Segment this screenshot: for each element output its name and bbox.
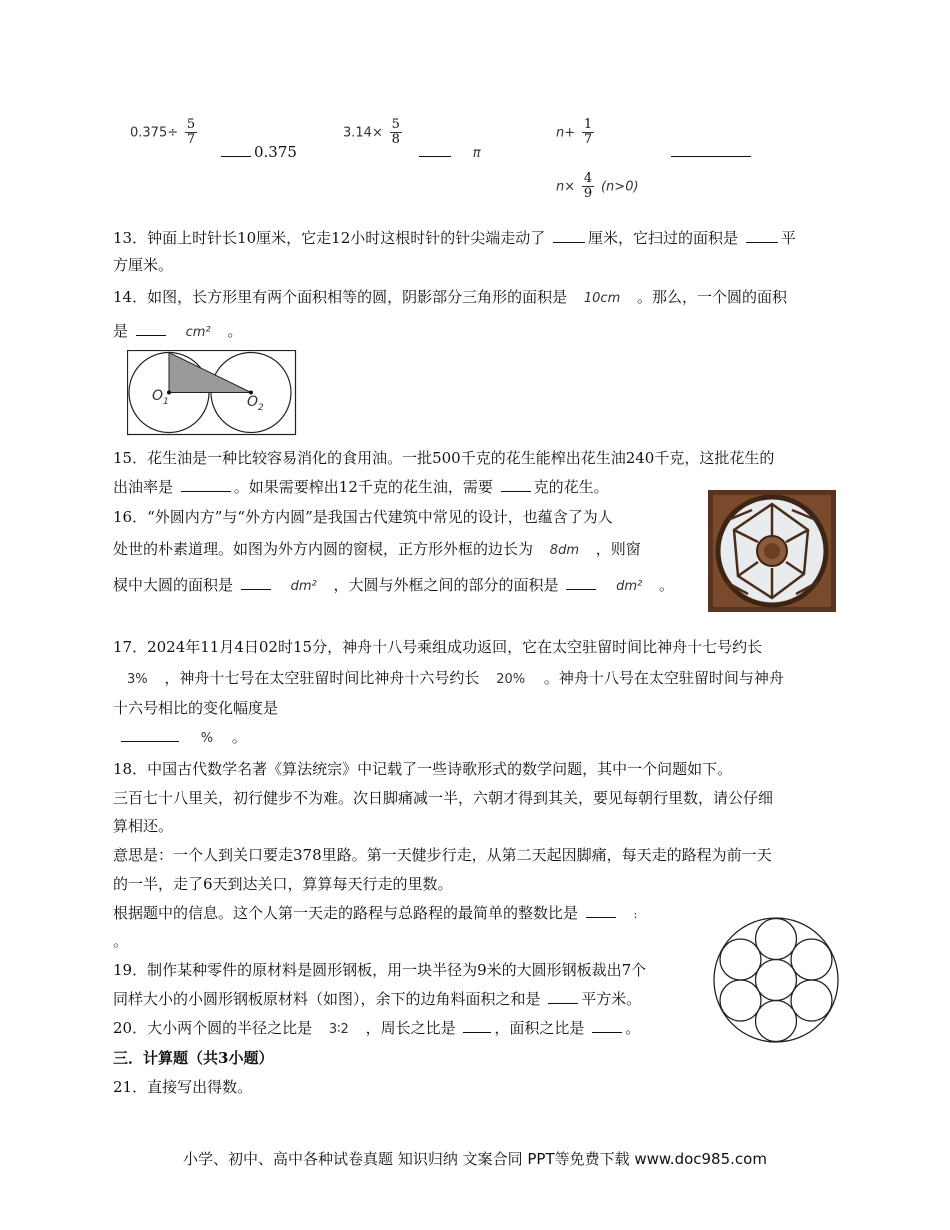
window-lattice-image bbox=[708, 490, 836, 612]
q16-text1: 16．“外圆内方”与“外方内圆”是我国古代建筑中常见的设计，也蕴含了为人 bbox=[113, 508, 613, 526]
q13-mid: 厘米，它扫过的面积是 bbox=[588, 229, 739, 247]
q18-text6: 根据题中的信息。这个人第一天走的路程与总路程的最简单的整数比是 bbox=[113, 904, 579, 922]
q19-a: 同样大小的小圆形钢板原材料（如图），余下的边角料面积之和是 bbox=[113, 990, 541, 1008]
expr3-answer-blank[interactable] bbox=[668, 142, 754, 161]
q14-figure bbox=[127, 350, 297, 436]
expr2-den: 8 bbox=[391, 132, 400, 147]
q17-pct-unit: % bbox=[200, 731, 214, 746]
expr1-fraction bbox=[185, 118, 197, 147]
q14-value: 10cm bbox=[583, 291, 621, 306]
q16-line3 bbox=[113, 575, 674, 597]
q17-blank[interactable] bbox=[121, 727, 179, 742]
q16-text2: 处世的朴素道理。如图为外方内圆的窗棂，正方形外框的边长为 bbox=[113, 540, 534, 558]
expr1-answer bbox=[218, 142, 297, 161]
q16-a: 棂中大圆的面积是 bbox=[113, 576, 234, 594]
q19-line2 bbox=[113, 989, 641, 1009]
q17-line1 bbox=[113, 637, 762, 657]
section-3-heading bbox=[113, 1048, 273, 1068]
q14-line2 bbox=[113, 321, 242, 343]
q20-c: ，面积之比是 bbox=[494, 1019, 585, 1037]
q19-text1: 19．制作某种零件的原材料是圆形钢板，用一块半径为9米的大圆形钢板裁出7个 bbox=[113, 961, 647, 979]
q20-a: 20．大小两个圆的半径之比是 bbox=[113, 1019, 313, 1037]
expr2-left: 3.14× bbox=[343, 125, 383, 141]
q18-line2 bbox=[113, 788, 773, 808]
q14-text: 14．如图，长方形里有两个面积相等的圆，阴影部分三角形的面积是 bbox=[113, 288, 568, 306]
q17-b: 。神舟十八号在太空驻留时间与神舟 bbox=[543, 669, 784, 687]
expr3-den: 7 bbox=[583, 132, 593, 147]
page-footer: 小学、初中、高中各种试卷真题 知识归纳 文案合同 PPT等免费下载 www.doc985.com bbox=[183, 1150, 767, 1168]
q16-unit1: dm² bbox=[290, 579, 317, 594]
q17-a: ，神舟十七号在太空驻留时间比神舟十六号约长 bbox=[164, 669, 480, 687]
q16-blank1[interactable] bbox=[241, 575, 271, 590]
q16-text2-end: ，则窗 bbox=[595, 540, 641, 558]
q15-blank2[interactable] bbox=[501, 477, 531, 492]
q18-blank[interactable] bbox=[586, 903, 616, 918]
q20-line bbox=[113, 1018, 640, 1040]
q15-line2 bbox=[113, 477, 609, 497]
expr1-right: 0.375 bbox=[254, 143, 297, 161]
q17-text3: 十六号相比的变化幅度是 bbox=[113, 699, 279, 717]
expr2-num: 5 bbox=[391, 117, 400, 132]
expr3-num: 1 bbox=[583, 117, 593, 132]
q18-text3: 算相还。 bbox=[113, 817, 174, 835]
q16-line1 bbox=[113, 507, 613, 527]
q18-line5 bbox=[113, 874, 453, 894]
q15-text: 15．花生油是一种比较容易消化的食用油。一批500千克的花生能榨出花生油240千克，这批花生的 bbox=[113, 449, 775, 467]
q16-blank2[interactable] bbox=[566, 575, 596, 590]
q17-text1: 17．2024年11月4日02时15分，神舟十八号乘组成功返回，它在太空驻留时间比神舟十七号约长 bbox=[113, 638, 763, 656]
q16-b: ，大圆与外框之间的部分的面积是 bbox=[333, 576, 559, 594]
q13-end: 平 bbox=[780, 229, 796, 247]
q20-blank2[interactable] bbox=[592, 1018, 622, 1033]
seven-circles-figure bbox=[712, 916, 840, 1044]
q19-blank[interactable] bbox=[548, 989, 578, 1004]
pi-symbol: π bbox=[472, 146, 481, 161]
q20-ratio: 3∶2 bbox=[328, 1022, 349, 1037]
q15-a: 出油率是 bbox=[113, 478, 174, 496]
label-o1: $O_1$ bbox=[152, 388, 169, 407]
expr1-left: 0.375÷ bbox=[130, 125, 179, 141]
expr-2 bbox=[343, 118, 404, 147]
q16-value: 8dm bbox=[549, 543, 579, 558]
q15-line1 bbox=[113, 448, 774, 468]
expr4-left: n× bbox=[556, 179, 576, 195]
q18-line6 bbox=[113, 903, 637, 925]
q17-line2 bbox=[113, 668, 784, 690]
q13-text2: 方厘米。 bbox=[113, 256, 174, 274]
expr-1 bbox=[130, 118, 199, 147]
q13-line2 bbox=[113, 255, 173, 275]
expr4-fraction bbox=[582, 172, 594, 201]
expr3-fraction bbox=[582, 118, 594, 147]
q20-b: ，周长之比是 bbox=[365, 1019, 456, 1037]
q18-text1: 18．中国古代数学名著《算法统宗》中记载了一些诗歌形式的数学问题，其中一个问题如下。 bbox=[113, 760, 733, 778]
expr-3 bbox=[556, 118, 596, 147]
q18-text5: 的一半，走了6天到达关口，算算每天行走的里数。 bbox=[113, 875, 453, 893]
q13-blank2[interactable] bbox=[746, 228, 778, 243]
q14-line1 bbox=[113, 287, 787, 309]
q13-blank1[interactable] bbox=[553, 228, 585, 243]
q21-text: 21．直接写出得数。 bbox=[113, 1078, 253, 1096]
q14-blank[interactable] bbox=[136, 321, 166, 336]
expr-4 bbox=[556, 172, 639, 201]
q16-line2 bbox=[113, 539, 641, 561]
q18-line3 bbox=[113, 816, 173, 836]
section-3-title: 三．计算题（共3小题） bbox=[113, 1049, 274, 1067]
q19-b: 平方米。 bbox=[581, 990, 642, 1008]
q14-shi: 是 bbox=[113, 322, 129, 340]
lattice-icon bbox=[708, 490, 836, 612]
expr1-num: 5 bbox=[186, 117, 196, 132]
expr3-left: n+ bbox=[556, 125, 576, 141]
q17-line4 bbox=[118, 727, 247, 749]
q15-b: 。如果需要榨出12千克的花生油，需要 bbox=[233, 478, 493, 496]
answer-blank[interactable] bbox=[419, 142, 451, 157]
q18-text4: 意思是：一个人到关口要走378里路。第一天健步行走，从第二天起因脚痛，每天走的路程为前一天 bbox=[113, 846, 772, 864]
q14-text-end: 。那么，一个圆的面积 bbox=[637, 288, 788, 306]
q19-line1 bbox=[113, 960, 646, 980]
q16-end: 。 bbox=[659, 576, 675, 594]
q17-end: 。 bbox=[231, 728, 247, 746]
q18-colon: : bbox=[633, 908, 638, 921]
q15-c: 克的花生。 bbox=[533, 478, 609, 496]
q14-end: 。 bbox=[227, 322, 243, 340]
q20-d: 。 bbox=[625, 1019, 641, 1037]
label-o2: $O_2$ bbox=[247, 394, 264, 413]
q18-text7: 。 bbox=[113, 932, 129, 950]
q20-blank1[interactable] bbox=[463, 1018, 491, 1033]
q13-text: 13．钟面上时针长10厘米，它走12小时这根时针的针尖端走动了 bbox=[113, 229, 546, 247]
circle-packing-diagram bbox=[712, 916, 840, 1044]
q16-unit2: dm² bbox=[616, 579, 643, 594]
q13-line1 bbox=[113, 228, 796, 248]
q17-pct1: 3% bbox=[127, 672, 148, 687]
q17-line3 bbox=[113, 698, 278, 718]
q18-line4 bbox=[113, 845, 772, 865]
answer-blank[interactable] bbox=[221, 142, 251, 157]
q18-text2: 三百七十八里关，初行健步不为难。次日脚痛减一半，六朝才得到其关，要见每朝行里数，请公仔细 bbox=[113, 789, 774, 807]
q18-line1 bbox=[113, 759, 732, 779]
expr1-den: 7 bbox=[186, 132, 196, 147]
expr4-cond: (n>0) bbox=[600, 179, 639, 195]
q15-blank1[interactable] bbox=[181, 477, 231, 492]
expr2-answer bbox=[416, 142, 481, 161]
q21-line bbox=[113, 1077, 252, 1097]
expr4-den: 9 bbox=[583, 186, 593, 201]
q14-unit: cm² bbox=[185, 325, 211, 340]
q17-pct2: 20% bbox=[496, 672, 526, 687]
q18-line7 bbox=[113, 931, 128, 951]
expr4-num: 4 bbox=[583, 171, 593, 186]
expr2-fraction bbox=[390, 118, 402, 147]
